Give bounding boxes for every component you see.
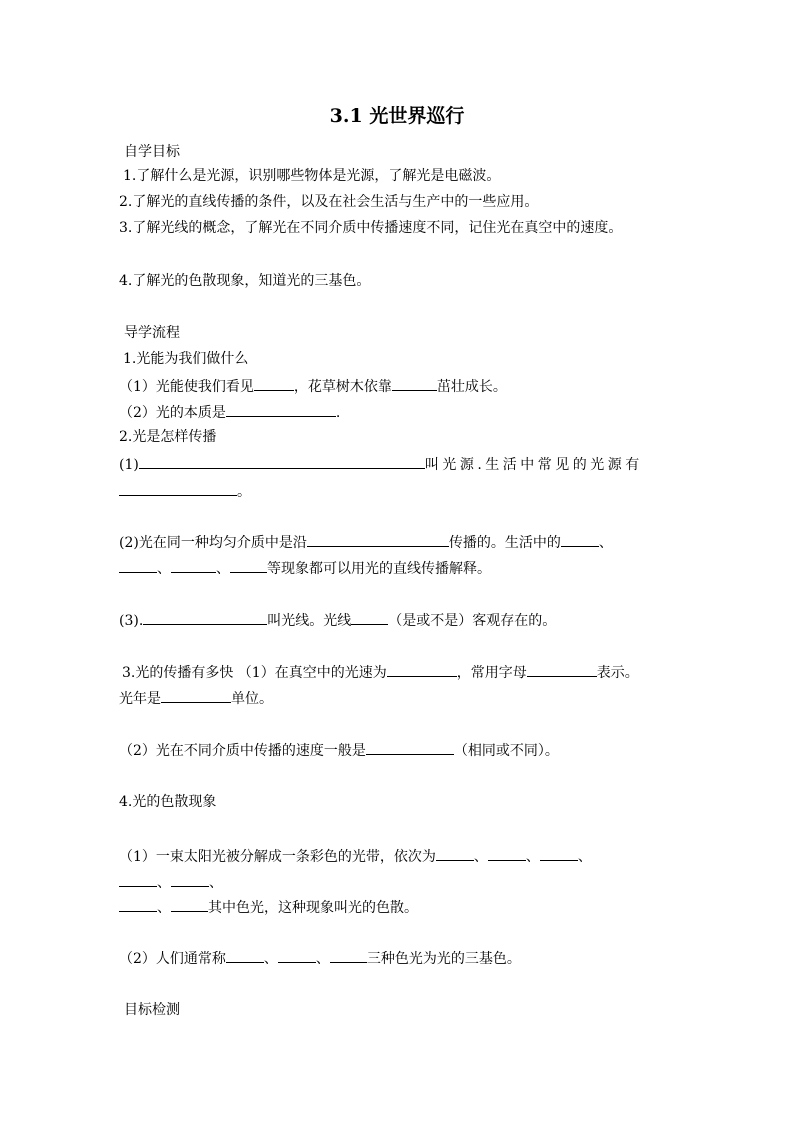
- q4-heading: 4.光的色散现象: [119, 794, 217, 810]
- blank-field[interactable]: [392, 376, 437, 391]
- q2-heading: 2.光是怎样传播: [119, 429, 217, 445]
- blank-field[interactable]: [230, 558, 267, 573]
- blank-field[interactable]: [366, 740, 454, 755]
- q2-line-3: (3). 叫光线。光线 （是或不是）客观存在的。: [119, 610, 556, 630]
- q3-line-b: （2）光在不同介质中传播的速度一般是 （相同或不同）。: [119, 740, 559, 760]
- blank-field[interactable]: [161, 688, 231, 703]
- q1-line-b: （2）光的本质是 .: [119, 402, 340, 422]
- goals-heading: 自学目标: [124, 144, 180, 160]
- blank-field[interactable]: [226, 948, 264, 963]
- blank-field[interactable]: [226, 402, 336, 417]
- blank-field[interactable]: [330, 948, 367, 963]
- blank-field[interactable]: [254, 376, 294, 391]
- goal-item-3: 3.了解光线的概念，了解光在不同介质中传播速度不同，记住光在真空中的速度。: [119, 220, 623, 236]
- page-title: 3.1 光世界巡行: [329, 105, 465, 127]
- blank-field[interactable]: [561, 532, 599, 547]
- goal-item-4: 4.了解光的色散现象，知道光的三基色。: [119, 273, 371, 289]
- blank-field[interactable]: [540, 846, 578, 861]
- blank-field[interactable]: [119, 897, 157, 912]
- blank-field[interactable]: [171, 558, 216, 573]
- blank-field[interactable]: [278, 948, 316, 963]
- blank-field[interactable]: [488, 846, 526, 861]
- blank-field[interactable]: [171, 897, 208, 912]
- q3-line-a: 3.光的传播有多快 （1）在真空中的光速为 ，常用字母 表示。: [122, 662, 639, 682]
- q4-line-a: （1）一束太阳光被分解成一条彩色的光带，依次为 、 、 、: [119, 846, 592, 866]
- blank-field[interactable]: [527, 662, 597, 677]
- goal-item-2: 2.了解光的直线传播的条件，以及在社会生活与生产中的一些应用。: [119, 194, 539, 210]
- blank-field[interactable]: [436, 846, 474, 861]
- blank-field[interactable]: [351, 610, 388, 625]
- q4-line-a3: 、 其中色光，这种现象叫光的色散。: [119, 897, 418, 917]
- blank-field[interactable]: [119, 872, 157, 887]
- goal-item-1: 1.了解什么是光源，识别哪些物体是光源，了解光是电磁波。: [123, 168, 501, 184]
- blank-field[interactable]: [387, 662, 457, 677]
- q4-line-b: （2）人们通常称 、 、 三种色光为光的三基色。: [119, 948, 521, 968]
- blank-field[interactable]: [139, 454, 425, 469]
- q2-line-2: (2)光在同一种均匀介质中是沿 传播的。生活中的 、: [119, 532, 613, 552]
- q2-line-1b: 。: [119, 481, 251, 501]
- q2-line-2b: 、 、 等现象都可以用光的直线传播解释。: [119, 558, 491, 578]
- blank-field[interactable]: [143, 610, 267, 625]
- check-heading: 目标检测: [124, 1002, 180, 1018]
- q2-line-1: (1) 叫光源.生活中常见的光源有: [119, 454, 643, 474]
- blank-field[interactable]: [307, 532, 449, 547]
- blank-field[interactable]: [171, 872, 209, 887]
- q1-line-a: （1）光能使我们看见 ，花草树木依靠 茁壮成长。: [119, 376, 507, 396]
- blank-field[interactable]: [119, 558, 157, 573]
- q4-line-a2: 、 、: [119, 872, 223, 892]
- blank-field[interactable]: [119, 481, 237, 496]
- flow-heading: 导学流程: [124, 325, 180, 341]
- q3-line-a2: 光年是 单位。: [119, 688, 273, 708]
- q1-heading: 1.光能为我们做什么: [123, 351, 249, 367]
